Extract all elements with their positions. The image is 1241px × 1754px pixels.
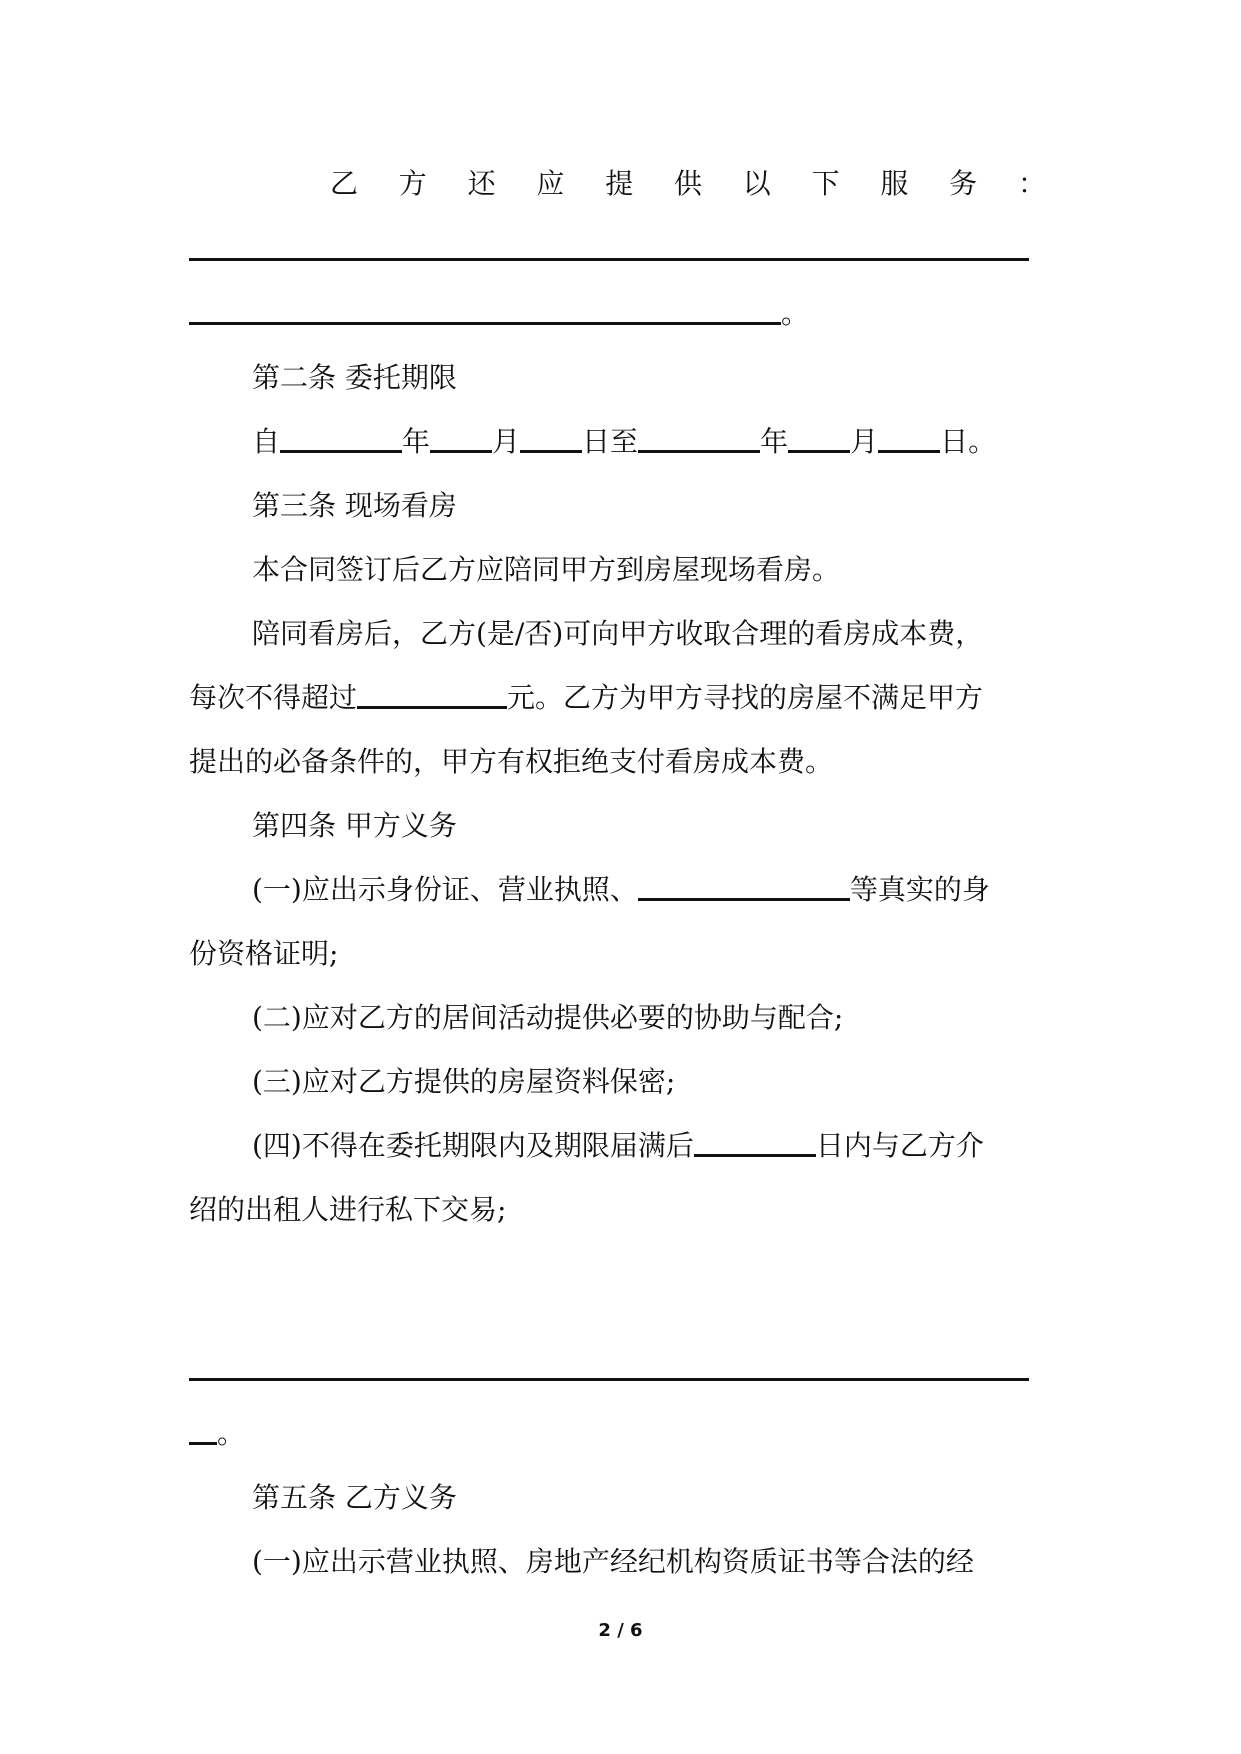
- fill-in-blank[interactable]: [189, 230, 1029, 261]
- item-text: 等真实的身: [849, 873, 990, 906]
- services-blank-line-1: [189, 228, 1053, 272]
- period-mark: 。: [781, 297, 810, 330]
- article4-title: 第四条 甲方义务: [252, 809, 457, 842]
- services-heading-char: 服: [880, 167, 909, 200]
- services-blank-line-2: [189, 292, 1053, 336]
- end-month-blank[interactable]: [788, 422, 850, 453]
- item-text: 日内与乙方介: [815, 1129, 984, 1162]
- page-number: 2 / 6: [598, 1620, 643, 1641]
- article3-paragraph-1: 本合同签订后乙方应陪同甲方到房屋现场看房。: [252, 553, 841, 586]
- article3-title: 第三条 现场看房: [252, 489, 457, 522]
- article3-paragraph-2-line-1: 陪同看房后，乙方(是/否)可向甲方收取合理的看房成本费，: [252, 617, 984, 650]
- services-heading: [330, 162, 1046, 206]
- article3-paragraph-2-line-3: 提出的必备条件的，甲方有权拒绝支付看房成本费。: [189, 745, 834, 778]
- period-text: 月: [492, 425, 521, 458]
- article2-period: [252, 420, 1053, 464]
- article4-item-1-line-2: 份资格证明;: [189, 937, 339, 970]
- id-document-blank[interactable]: [638, 870, 850, 901]
- fee-text: 元。乙方为甲方寻找的房屋不满足甲方: [507, 681, 984, 714]
- services-heading-char: 方: [398, 167, 427, 200]
- fill-in-blank[interactable]: [189, 294, 781, 325]
- end-year-blank[interactable]: [638, 422, 760, 453]
- end-day-blank[interactable]: [878, 422, 940, 453]
- fee-text: 每次不得超过: [189, 681, 358, 714]
- start-month-blank[interactable]: [430, 422, 492, 453]
- article4-item-4-line-2: 绍的出租人进行私下交易;: [189, 1193, 507, 1226]
- days-blank[interactable]: [694, 1126, 816, 1157]
- article4-item-2: (二)应对乙方的居间活动提供必要的协助与配合;: [252, 1001, 844, 1034]
- fee-amount-blank[interactable]: [357, 678, 507, 709]
- article4-blank-line-1: [189, 1348, 1053, 1392]
- services-heading-char: ：: [1017, 167, 1046, 200]
- period-mark: 。: [217, 1417, 246, 1450]
- services-heading-char: 下: [811, 167, 840, 200]
- services-heading-char: 以: [742, 167, 771, 200]
- services-heading-char: 务: [949, 167, 978, 200]
- start-day-blank[interactable]: [520, 422, 582, 453]
- article4-item-4-line-1: [252, 1124, 1053, 1168]
- period-text: 年: [402, 425, 431, 458]
- article4-blank-line-2: [189, 1412, 1053, 1456]
- article2-title: 第二条 委托期限: [252, 361, 457, 394]
- period-text: 自: [252, 425, 281, 458]
- article5-title: 第五条 乙方义务: [252, 1481, 457, 1514]
- services-heading-char: 提: [605, 167, 634, 200]
- services-heading-char: 还: [467, 167, 496, 200]
- item-text: (一)应出示身份证、营业执照、: [252, 873, 638, 906]
- period-text: 月: [850, 425, 879, 458]
- period-text: 年: [760, 425, 789, 458]
- item-text: (四)不得在委托期限内及期限届满后: [252, 1129, 694, 1162]
- services-heading-char: 乙: [330, 167, 359, 200]
- fill-in-blank[interactable]: [189, 1350, 1029, 1381]
- fill-in-blank[interactable]: [189, 1414, 217, 1445]
- article4-item-3: (三)应对乙方提供的房屋资料保密;: [252, 1065, 676, 1098]
- services-heading-char: 应: [536, 167, 565, 200]
- article4-item-1-line-1: [252, 868, 1053, 912]
- services-heading-char: 供: [673, 167, 702, 200]
- article3-paragraph-2-line-2: [189, 676, 1053, 720]
- period-text: 日至: [582, 425, 639, 458]
- period-text: 日。: [940, 425, 997, 458]
- article5-item-1-line-1: (一)应出示营业执照、房地产经纪机构资质证书等合法的经: [252, 1545, 974, 1578]
- start-year-blank[interactable]: [280, 422, 402, 453]
